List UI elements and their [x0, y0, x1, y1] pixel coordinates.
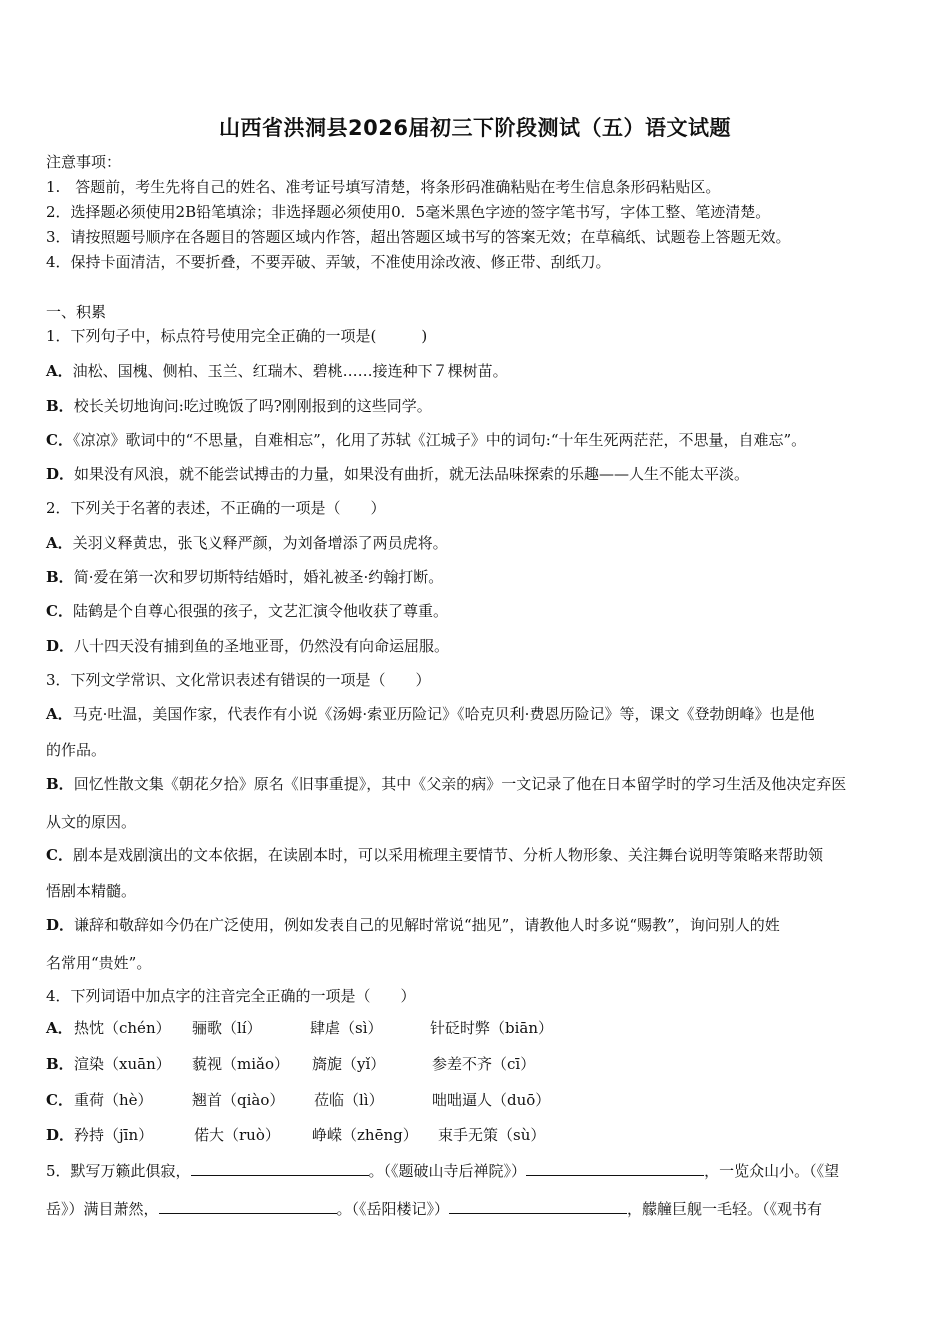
option-label: A． — [46, 705, 73, 723]
q5-text-4: 岳》）满目萧然， — [46, 1200, 159, 1218]
option-label: D． — [46, 916, 75, 934]
option-label: D． — [46, 637, 75, 655]
word-2: 翘首（qiào） — [192, 1091, 285, 1109]
word-1: 重荷（hè） — [74, 1091, 153, 1109]
question-3-option-c-cont: 悟剧本精髓。 — [46, 882, 137, 900]
q5-text-2: 。（《题破山寺后禅院》） — [368, 1162, 527, 1180]
word-3: 旖旎（yǐ） — [312, 1055, 386, 1073]
question-4-option-b — [46, 1054, 906, 1076]
notice-heading: 注意事项： — [46, 153, 122, 171]
option-label: A． — [46, 1019, 73, 1037]
notice-item-4: 4．保持卡面清洁，不要折叠，不要弄破、弄皱，不准使用涂改液、修正带、刮纸刀。 — [46, 253, 611, 271]
word-1: 渲染（xuān） — [74, 1055, 171, 1073]
question-3-option-b — [46, 774, 846, 794]
question-1-stem: 1．下列句子中，标点符号使用完全正确的一项是( ) — [46, 327, 428, 345]
option-label: B． — [46, 397, 74, 415]
word-4: 针砭时弊（biān） — [430, 1019, 554, 1037]
option-text: 马克·吐温，美国作家，代表作有小说《汤姆·索亚历险记》《哈克贝利·费恩历险记》等，课文《登勃朗峰》也是他 — [72, 705, 815, 723]
question-3-option-a — [46, 704, 814, 724]
option-text: 八十四天没有捕到鱼的圣地亚哥，仍然没有向命运屈服。 — [74, 637, 450, 655]
option-text: 关羽义释黄忠，张飞义释严颜，为刘备增添了两员虎将。 — [72, 534, 448, 552]
q5-text-1: 5．默写万籁此俱寂， — [46, 1162, 191, 1180]
option-label: C． — [46, 1091, 73, 1109]
option-text: 剧本是戏剧演出的文本依据，在读剧本时，可以采用梳理主要情节、分析人物形象、关注舞台说明等策略来帮助领 — [72, 846, 823, 864]
page-title: 山西省洪洞县2026届初三下阶段测试（五）语文试题 — [219, 116, 731, 140]
question-3-option-d — [46, 915, 780, 935]
word-3: 肆虐（sì） — [310, 1019, 383, 1037]
question-5-line-2 — [46, 1199, 822, 1219]
answer-blank-2[interactable] — [526, 1161, 704, 1176]
notice-item-3: 3．请按照题号顺序在各题目的答题区域内作答，超出答题区域书写的答案无效；在草稿纸、试题卷上答题无效。 — [46, 228, 791, 246]
question-3-stem: 3．下列文学常识、文化常识表述有错误的一项是（ ） — [46, 671, 431, 689]
word-2: 骊歌（lí） — [192, 1019, 262, 1037]
option-text: 陆鹤是个自尊心很强的孩子，文艺汇演令他收获了尊重。 — [72, 602, 448, 620]
word-1: 热忱（chén） — [74, 1019, 171, 1037]
option-text: 《凉凉》歌词中的“不思量，自难相忘”，化用了苏轼《江城子》中的词句:“十年生死两茫茫，不思量，自难忘”。 — [72, 431, 807, 449]
q5-text-6: ，艨艟巨舰一毛轻。（《观书有 — [627, 1200, 823, 1218]
question-3-option-a-cont: 的作品。 — [46, 741, 107, 759]
option-text: 简·爱在第一次和罗切斯特结婚时，婚礼被圣·约翰打断。 — [73, 568, 444, 586]
question-2-option-a — [46, 533, 448, 553]
option-text: 谦辞和敬辞如今仍在广泛使用，例如发表自己的见解时常说“拙见”，请教他人时多说“赐教”，询问别人的姓 — [74, 916, 780, 934]
question-1-option-a — [46, 361, 508, 381]
option-label: B． — [46, 775, 74, 793]
answer-blank-1[interactable] — [191, 1161, 369, 1176]
question-1-option-b — [46, 396, 432, 416]
option-label: A． — [46, 534, 73, 552]
option-label: C． — [46, 431, 73, 449]
option-label: D． — [46, 465, 75, 483]
word-2: 藐视（miǎo） — [192, 1055, 289, 1073]
word-2: 偌大（ruò） — [194, 1126, 280, 1144]
question-2-option-b — [46, 567, 443, 587]
word-4: 咄咄逼人（duō） — [432, 1091, 551, 1109]
notice-item-1: 1. 答题前，考生先将自己的姓名、准考证号填写清楚，将条形码准确粘贴在考生信息条形码粘贴区。 — [46, 178, 721, 196]
answer-blank-3[interactable] — [159, 1199, 337, 1214]
question-4-option-a — [46, 1018, 906, 1040]
option-text: 回忆性散文集《朝花夕拾》原名《旧事重提》，其中《父亲的病》一文记录了他在日本留学时的学习生活及他决定弃医 — [73, 775, 847, 793]
question-4-option-d — [46, 1125, 906, 1147]
option-label: B． — [46, 1055, 74, 1073]
option-text: 校长关切地询问:吃过晚饭了吗?刚刚报到的这些同学。 — [73, 397, 432, 415]
option-label: A． — [46, 362, 73, 380]
q5-text-5: 。（《岳阳楼记》） — [336, 1200, 450, 1218]
word-3: 莅临（lì） — [314, 1091, 384, 1109]
question-2-option-d — [46, 636, 449, 656]
notice-item-2: 2．选择题必须使用2B铅笔填涂；非选择题必须使用0．5毫米黑色字迹的签字笔书写，字体工整、笔迹清楚。 — [46, 203, 771, 221]
question-3-option-b-cont: 从文的原因。 — [46, 813, 137, 831]
option-label: B． — [46, 568, 74, 586]
option-label: D． — [46, 1126, 75, 1144]
option-label: C． — [46, 846, 73, 864]
question-2-option-c — [46, 601, 448, 621]
question-1-option-c — [46, 430, 806, 450]
question-3-option-d-cont: 名常用“贵姓”。 — [46, 954, 152, 972]
question-3-option-c — [46, 845, 823, 865]
word-4: 束手无策（sù） — [438, 1126, 546, 1144]
question-2-stem: 2．下列关于名著的表述，不正确的一项是（ ） — [46, 499, 386, 517]
q5-text-3: ，一览众山小。（《望 — [704, 1162, 840, 1180]
question-4-stem: 4．下列词语中加点字的注音完全正确的一项是（ ） — [46, 987, 416, 1005]
word-3: 峥嵘（zhēng） — [312, 1126, 418, 1144]
option-text: 油松、国槐、侧柏、玉兰、红瑞木、碧桃……接连种下７棵树苗。 — [72, 362, 508, 380]
option-label: C． — [46, 602, 73, 620]
question-4-option-c — [46, 1090, 906, 1112]
section-heading: 一、积累 — [46, 303, 107, 321]
word-4: 参差不齐（cī） — [432, 1055, 536, 1073]
option-text: 如果没有风浪，就不能尝试搏击的力量，如果没有曲折，就无法品味探索的乐趣——人生不能太平淡。 — [74, 465, 750, 483]
question-1-option-d — [46, 464, 749, 484]
answer-blank-4[interactable] — [449, 1199, 627, 1214]
question-5-line-1 — [46, 1161, 839, 1181]
word-1: 矜持（jīn） — [74, 1126, 154, 1144]
